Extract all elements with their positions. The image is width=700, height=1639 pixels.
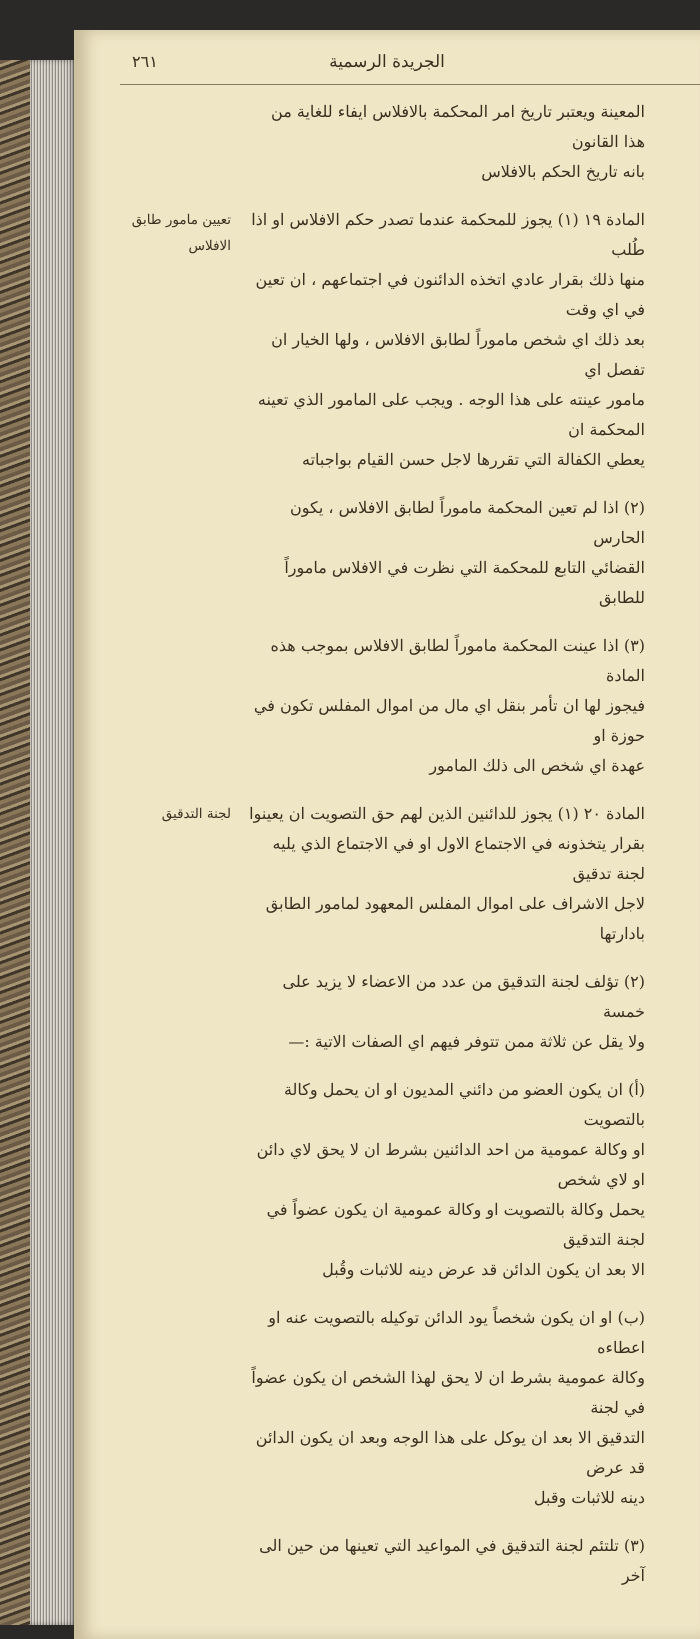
text-line: وكالة عمومية بشرط ان لا يحق لهذا الشخص ان يكون عضواً في لجنة <box>251 1368 645 1417</box>
paragraph-row <box>74 493 645 613</box>
margin-note-appointment: تعيين مامور طابق الافلاس <box>131 212 231 254</box>
running-header-title: الجريدة الرسمية <box>329 52 445 72</box>
paragraph-row <box>74 1303 645 1513</box>
paragraph <box>245 97 645 187</box>
margin-note-committee: لجنة التدقيق <box>161 806 231 822</box>
text-line: المادة ١٩ (١) يجوز للمحكمة عندما تصدر حكم الافلاس او اذا طُلب <box>251 210 645 259</box>
paragraph <box>245 493 645 613</box>
paragraph-row <box>74 97 645 187</box>
paragraph <box>245 1303 645 1513</box>
paragraph <box>245 205 645 475</box>
text-line: المعينة ويعتبر تاريخ امر المحكمة بالافلاس ايفاء للغاية من هذا القانون <box>271 102 645 151</box>
text-line: بانه تاريخ الحكم بالافلاس <box>481 162 645 181</box>
text-line: دينه للاثبات وقبل <box>533 1488 645 1507</box>
text-line: (٣) اذا عينت المحكمة ماموراً لطابق الافلاس بموجب هذه المادة <box>270 636 645 685</box>
text-body <box>74 97 645 1591</box>
text-line: القضائي التابع للمحكمة التي نظرت في الافلاس ماموراً للطابق <box>284 558 645 607</box>
paragraph-row <box>74 799 645 949</box>
paragraph <box>245 631 645 781</box>
margin-column <box>101 205 231 259</box>
text-line: مامور عينته على هذا الوجه . ويجب على المامور الذي تعينه المحكمة ان <box>257 390 645 439</box>
text-line: او وكالة عمومية من احد الدائنين بشرط ان لا يحق لاي دائن او لاي شخص <box>256 1140 645 1189</box>
page-number: ٢٦١ <box>132 52 158 71</box>
text-line: منها ذلك بقرار عادي اتخذه الدائنون في اجتماعهم ، ان تعين في اي وقت <box>255 270 645 319</box>
text-line: التدقيق الا بعد ان يوكل على هذا الوجه وبعد ان يكون الدائن قد عرض <box>255 1428 645 1477</box>
text-line: (٢) اذا لم تعين المحكمة ماموراً لطابق الافلاس ، يكون الحارس <box>289 498 645 547</box>
paragraph-row <box>74 631 645 781</box>
text-line: بعد ذلك اي شخص ماموراً لطابق الافلاس ، ولها الخيار ان تفصل اي <box>271 330 645 379</box>
text-line: (ب) او ان يكون شخصاً يود الدائن توكيله بالتصويت عنه او اعطاءه <box>268 1308 645 1357</box>
margin-column <box>101 799 231 827</box>
paragraph <box>245 799 645 949</box>
page-edges <box>30 60 76 1625</box>
text-line: لاجل الاشراف على اموال المفلس المعهود لمامور الطابق بادارتها <box>265 894 645 943</box>
page <box>74 30 700 1639</box>
header-rule <box>120 84 700 85</box>
text-line: (٣) تلتئم لجنة التدقيق في المواعيد التي تعينها من حين الى آخر <box>259 1536 645 1585</box>
text-line: المادة ٢٠ (١) يجوز للدائنين الذين لهم حق التصويت ان يعينوا <box>249 804 645 823</box>
text-line: ولا يقل عن ثلاثة ممن تتوفر فيهم اي الصفات الاتية :— <box>288 1032 645 1051</box>
paragraph-row <box>74 1531 645 1591</box>
paragraph <box>245 1075 645 1285</box>
running-header <box>74 30 700 85</box>
paragraph <box>245 1531 645 1591</box>
paragraph-row <box>74 205 645 475</box>
text-line: عهدة اي شخص الى ذلك المامور <box>429 756 645 775</box>
book-cover <box>0 60 32 1625</box>
text-line: يحمل وكالة بالتصويت او وكالة عمومية ان يكون عضواً في لجنة التدقيق <box>266 1200 645 1249</box>
text-line: (أ) ان يكون العضو من دائني المديون او ان يحمل وكالة بالتصويت <box>283 1080 645 1129</box>
text-line: الا بعد ان يكون الدائن قد عرض دينه للاثبات وقُبل <box>322 1260 645 1279</box>
paragraph-row <box>74 967 645 1057</box>
text-line: فيجوز لها ان تأمر بنقل اي مال من اموال المفلس تكون في حوزة او <box>253 696 645 745</box>
paragraph <box>245 967 645 1057</box>
text-line: (٢) تؤلف لجنة التدقيق من عدد من الاعضاء لا يزيد على خمسة <box>282 972 645 1021</box>
paragraph-row <box>74 1075 645 1285</box>
text-line: يعطي الكفالة التي تقررها لاجل حسن القيام بواجباته <box>302 450 645 469</box>
text-line: بقرار يتخذونه في الاجتماع الاول او في الاجتماع الذي يليه لجنة تدقيق <box>272 834 645 883</box>
